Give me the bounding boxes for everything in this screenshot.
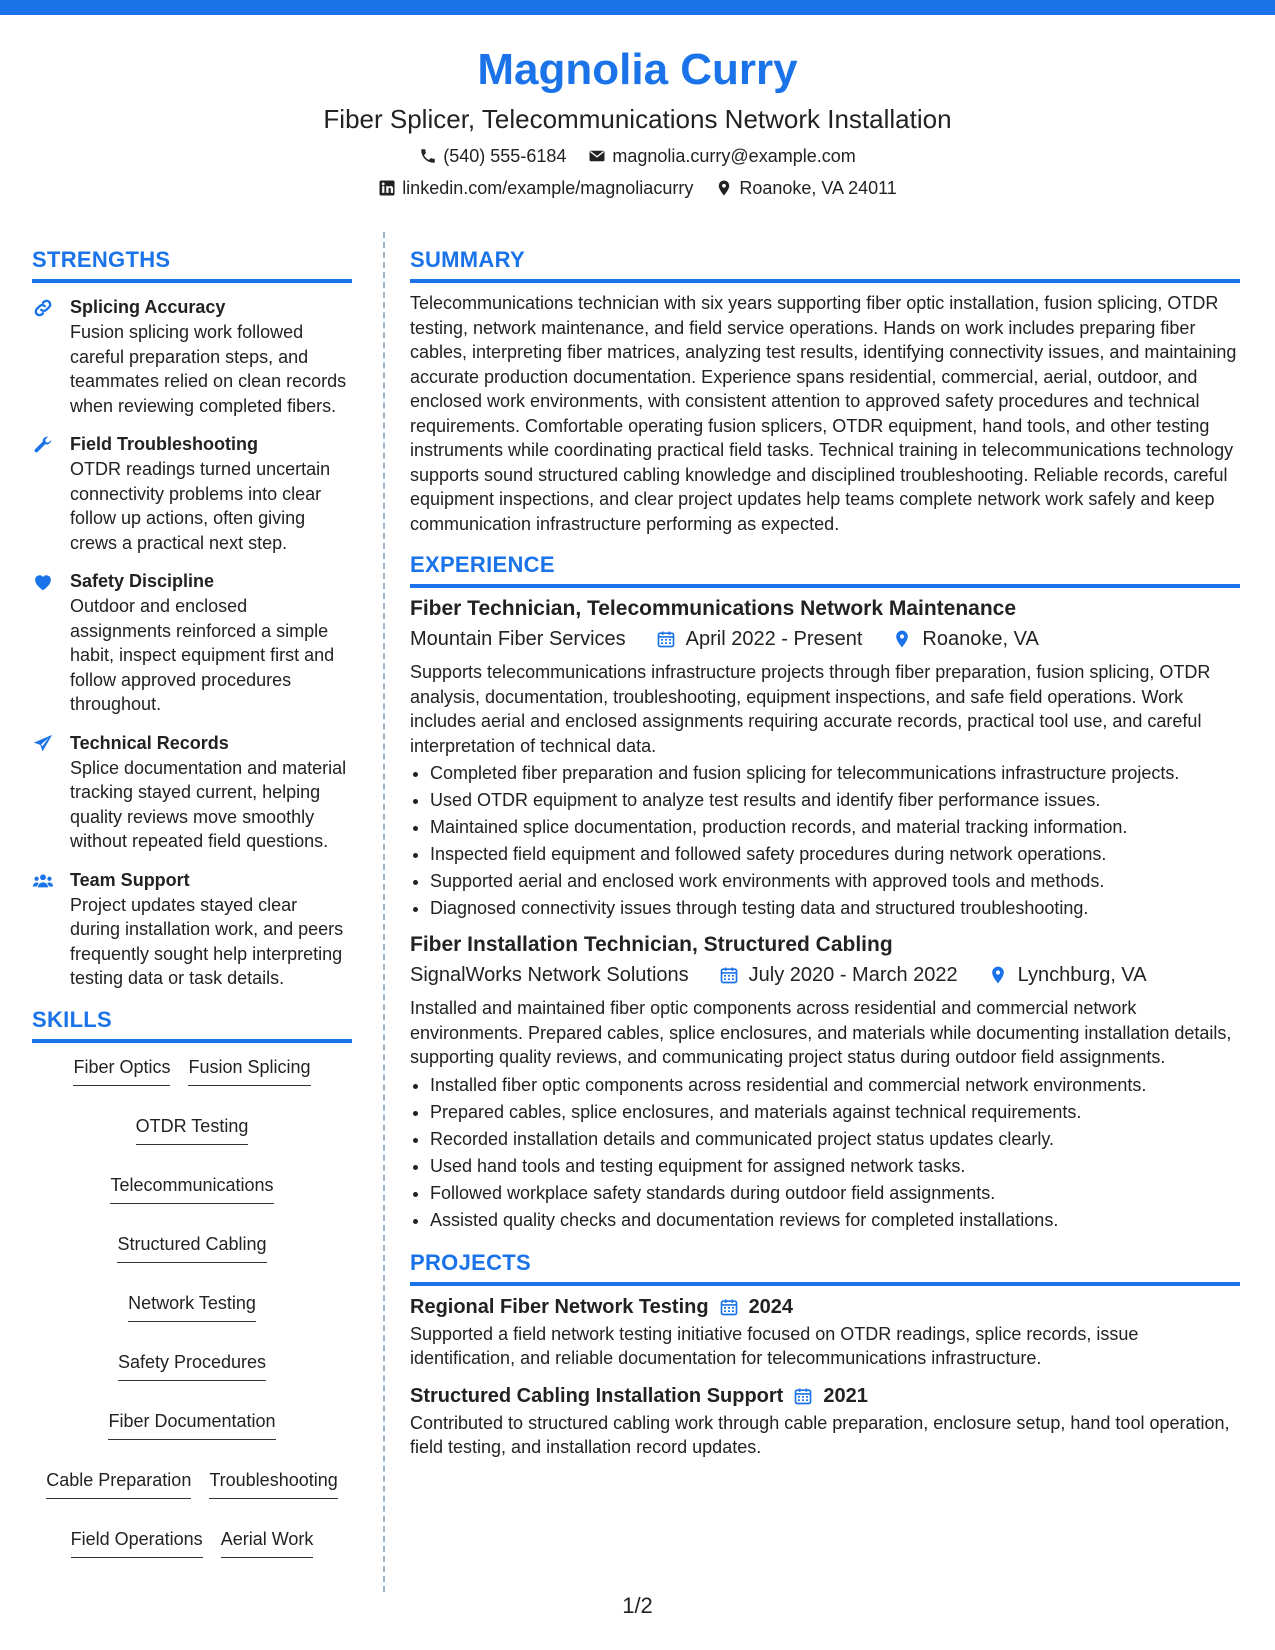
job-description: Supports telecommunications infrastructure projects through fiber preparation, fusion splicing, OTDR analysis, documentation, troubleshooting, equipment inspections, and safe field operations. Work includes aerial and enclosed assignments requiring accurate records, practical tool use, and careful interpretation of technical data.	[410, 662, 1211, 756]
project-year: 2021	[823, 1384, 868, 1407]
paper-plane-icon	[32, 731, 56, 854]
skill-tag: Cable Preparation	[46, 1468, 191, 1499]
strength-title: Team Support	[70, 869, 190, 890]
project-entry	[410, 1381, 1240, 1460]
strength-desc: Splice documentation and material tracking stayed current, helping quality reviews move smoothly without repeated field questions.	[70, 757, 347, 851]
projects-heading: PROJECTS	[410, 1249, 531, 1275]
job-company: SignalWorks Network Solutions	[410, 964, 689, 986]
strength-title: Field Troubleshooting	[70, 434, 258, 454]
skill-tag: Aerial Work	[221, 1527, 314, 1558]
experience-section	[410, 550, 1240, 1234]
strength-item	[32, 569, 352, 717]
skill-tag: Fiber Documentation	[108, 1409, 275, 1440]
job-description: Installed and maintained fiber optic components across residential and commercial network environments. Prepared cables, splice enclosures, and materials while documenting installation details, supporting quality reviews, and communicating project status during outdoor field assignments.	[410, 998, 1232, 1067]
contact-row-2	[0, 176, 1275, 200]
project-entry	[410, 1292, 1240, 1371]
skill-tag: Fusion Splicing	[188, 1055, 310, 1086]
users-icon	[32, 868, 56, 991]
project-title: Structured Cabling Installation Support	[410, 1384, 784, 1407]
job-company: Mountain Fiber Services	[410, 628, 626, 650]
map-pin-icon	[988, 965, 1008, 985]
job-entry	[410, 930, 1240, 1234]
job-bullet: • Recorded installation details and communicated project status updates clearly.	[430, 1126, 1240, 1153]
page-number: 1/2	[622, 1593, 653, 1618]
strength-desc: Outdoor and enclosed assignments reinforced a simple habit, inspect equipment first and follow approved procedures throughout.	[70, 596, 335, 714]
summary-section	[410, 245, 1240, 536]
skills-section	[32, 1005, 352, 1558]
skills-heading: SKILLS	[32, 1006, 113, 1032]
calendar-icon	[719, 1297, 739, 1317]
resume-header	[0, 40, 1275, 200]
job-title: Fiber Installation Technician, Structured Cabling	[410, 933, 893, 956]
skill-tag: Fiber Optics	[73, 1055, 170, 1086]
job-bullet: • Assisted quality checks and documentation reviews for completed installations.	[430, 1207, 1240, 1234]
left-column	[32, 245, 352, 1558]
skills-list	[32, 1055, 352, 1558]
skill-tag: Troubleshooting	[209, 1468, 337, 1499]
skill-tag: Safety Procedures	[118, 1350, 266, 1381]
job-bullet: • Used hand tools and testing equipment for assigned network tasks.	[430, 1153, 1240, 1180]
job-bullet: • Installed fiber optic components across residential and commercial network environments.	[430, 1072, 1240, 1099]
project-description: Contributed to structured cabling work through cable preparation, enclosure setup, hand tool operation, field testing, and installation record updates.	[410, 1412, 1230, 1457]
link-icon	[32, 295, 56, 418]
envelope-icon	[588, 147, 606, 165]
strengths-section	[32, 245, 352, 991]
projects-rule	[410, 1282, 1240, 1286]
strength-title: Splicing Accuracy	[70, 297, 226, 317]
job-meta	[410, 960, 1240, 990]
strength-desc: Fusion splicing work followed careful preparation steps, and teammates relied on clean records when reviewing completed fibers.	[70, 322, 347, 416]
top-accent-bar	[0, 0, 1275, 15]
column-divider	[383, 232, 385, 1592]
linkedin-text: linkedin.com/example/magnoliacurry	[402, 178, 694, 198]
job-bullets	[410, 1072, 1240, 1234]
calendar-icon	[793, 1386, 813, 1406]
map-pin-icon	[892, 629, 912, 649]
phone-contact	[419, 144, 566, 168]
job-bullets	[410, 760, 1240, 922]
job-location: Roanoke, VA	[922, 628, 1039, 650]
experience-heading: EXPERIENCE	[410, 552, 555, 577]
email-text: magnolia.curry@example.com	[612, 146, 856, 166]
job-bullet: • Supported aerial and enclosed work environments with approved tools and methods.	[430, 868, 1240, 895]
job-entry	[410, 594, 1240, 922]
skill-tag: Network Testing	[128, 1291, 256, 1322]
strength-title: Safety Discipline	[70, 571, 215, 591]
job-title: Fiber Technician, Telecommunications Network Maintenance	[410, 597, 1017, 620]
project-header	[410, 1381, 1240, 1411]
project-header	[410, 1292, 1240, 1322]
job-bullet: • Diagnosed connectivity issues through testing data and structured troubleshooting.	[430, 895, 1240, 922]
contact-row-1	[0, 144, 1275, 168]
job-bullet: • Followed workplace safety standards during outdoor field assignments.	[430, 1180, 1240, 1207]
heart-icon	[32, 569, 56, 717]
project-year: 2024	[748, 1295, 794, 1318]
email-contact[interactable]	[588, 144, 855, 168]
location-contact	[715, 176, 896, 200]
job-meta	[410, 624, 1240, 654]
candidate-name: Magnolia Curry	[477, 45, 798, 94]
linkedin-contact[interactable]	[378, 176, 693, 200]
project-description: Supported a field network testing initiative focused on OTDR readings, splice records, issue identification, and reliable documentation for telecommunications infrastructure.	[410, 1323, 1139, 1368]
phone-text: (540) 555-6184	[443, 146, 567, 166]
location-text: Roanoke, VA 24011	[739, 178, 897, 198]
skills-rule	[32, 1039, 352, 1043]
strengths-rule	[32, 279, 352, 283]
strength-item	[32, 731, 352, 854]
strength-desc: Project updates stayed clear during installation work, and peers frequently sought help interpreting testing data or task details.	[70, 894, 344, 988]
project-title: Regional Fiber Network Testing	[410, 1295, 709, 1318]
job-dates: April 2022 - Present	[685, 628, 863, 650]
experience-rule	[410, 584, 1240, 588]
skill-tag: Field Operations	[71, 1527, 203, 1558]
strength-item	[32, 868, 352, 991]
linkedin-icon	[378, 179, 396, 197]
job-bullet: • Used OTDR equipment to analyze test results and identify fiber performance issues.	[430, 787, 1240, 814]
strength-item	[32, 432, 352, 555]
summary-rule	[410, 279, 1240, 283]
map-pin-icon	[715, 179, 733, 197]
job-bullet: • Prepared cables, splice enclosures, and materials against technical requirements.	[430, 1099, 1240, 1126]
strength-desc: OTDR readings turned uncertain connectivity problems into clear follow up actions, often giving crews a practical next step.	[70, 459, 331, 553]
strength-item	[32, 295, 352, 418]
summary-heading: SUMMARY	[410, 247, 525, 272]
calendar-icon	[719, 965, 739, 985]
right-column	[410, 245, 1240, 1460]
job-dates: July 2020 - March 2022	[748, 964, 958, 986]
skill-tag: Structured Cabling	[117, 1232, 266, 1263]
job-location: Lynchburg, VA	[1017, 964, 1147, 986]
job-bullet: • Inspected field equipment and followed safety procedures during network operations.	[430, 841, 1240, 868]
strengths-heading: STRENGTHS	[32, 247, 171, 272]
candidate-headline: Fiber Splicer, Telecommunications Network Installation	[323, 104, 952, 134]
skill-tag: OTDR Testing	[136, 1114, 249, 1145]
skill-tag: Telecommunications	[110, 1173, 273, 1204]
job-bullet: • Maintained splice documentation, production records, and material tracking information.	[430, 814, 1240, 841]
strength-title: Technical Records	[70, 732, 229, 753]
job-bullet: • Completed fiber preparation and fusion splicing for telecommunications infrastructure projects.	[430, 760, 1240, 787]
calendar-icon	[656, 629, 676, 649]
phone-icon	[419, 147, 437, 165]
projects-section	[410, 1248, 1240, 1460]
summary-text: Telecommunications technician with six years supporting fiber optic installation, fusion splicing, OTDR testing, network maintenance, and field service operations. Hands on work includes preparing fiber cables, interpreting fiber matrices, analyzing test results, identifying connectivity issues, and maintaining accurate production documentation. Experience spans residential, commercial, aerial, outdoor, and enclosed work environments, with consistent attention to approved safety procedures and technical requirements. Comfortable operating fusion splicers, OTDR equipment, hand tools, and other testing instruments while coordinating practical field tasks. Technical training in telecommunications technology supports sound structured cabling knowledge and disciplined troubleshooting. Reliable records, careful equipment inspections, and clear project updates help teams complete network work safely and keep communication infrastructure performing as expected.	[410, 293, 1237, 534]
wrench-icon	[32, 432, 56, 555]
